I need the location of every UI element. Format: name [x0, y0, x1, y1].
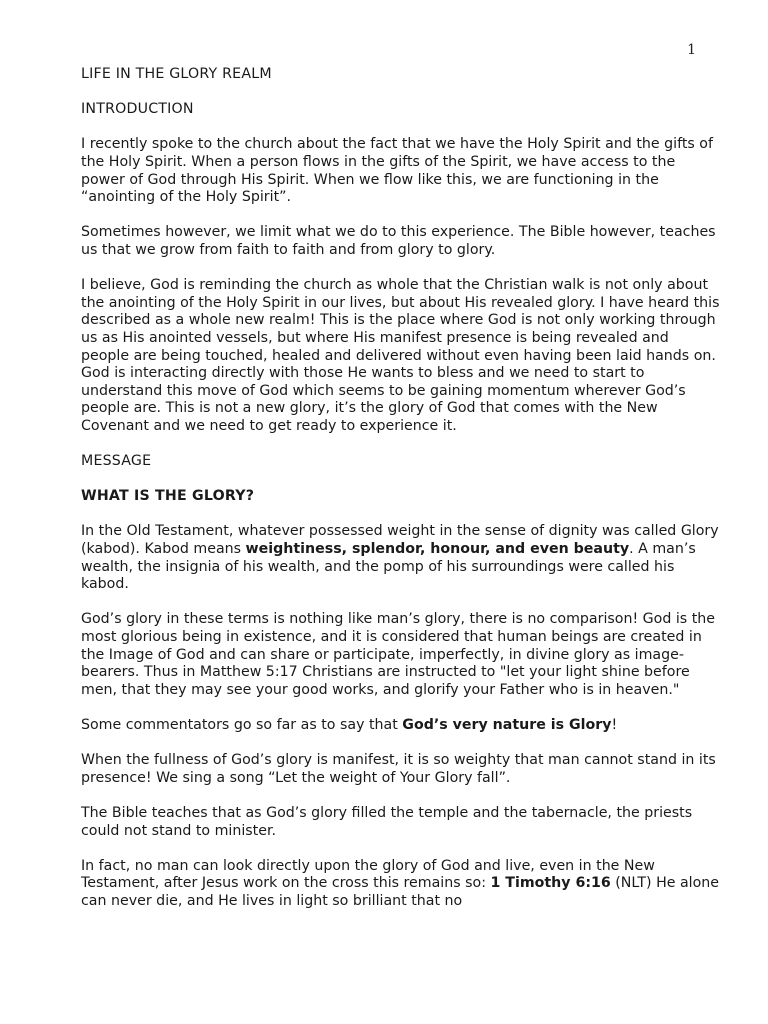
- temple-paragraph: The Bible teaches that as God’s glory filled the temple and the tabernacle, the priests could not stand to minister.: [81, 804, 693, 839]
- nature-paragraph: [81, 717, 721, 735]
- introduction-heading: INTRODUCTION: [81, 101, 194, 118]
- bold-run: God’s very nature is Glory: [402, 716, 612, 733]
- kabod-paragraph: [81, 523, 721, 593]
- bold-run: weightiness, splendor, honour, and even beauty: [245, 541, 630, 558]
- document-body: [81, 66, 721, 928]
- text-run: !: [611, 716, 618, 733]
- bold-run: 1 Timothy 6:16: [490, 875, 611, 892]
- intro-paragraph: Sometimes however, we limit what we do to this experience. The Bible however, teaches us that we grow from faith to faith and from glory to glory.: [81, 224, 716, 258]
- text-run: Some commentators go so far as to say that: [81, 716, 403, 733]
- document-title: LIFE IN THE GLORY REALM: [81, 66, 272, 82]
- weighty-paragraph: When the fullness of God’s glory is manifest, it is so weighty that man cannot stand in its presence! We sing a song “Let the weight of Your Glory fall”.: [81, 752, 716, 786]
- message-heading: MESSAGE: [81, 453, 152, 470]
- intro-paragraph: I believe, God is reminding the church as whole that the Christian walk is not only about the anointing of the Holy Spirit in our lives, but about His revealed glory. I have heard this described as a whole new realm! This is the place where God is not only working through us as His anointed vessels, but where His manifest presence is being revealed and people are being touched, healed and delivered without even having been laid hands on. God is interacting directly with those He wants to bless and we need to start to understand this move of God which seems to be gaining momentum wherever God’s people are. This is not a new glory, it’s the glory of God that comes with the New Covenant and we need to get ready to experience it.: [81, 277, 720, 434]
- page-number: 1: [687, 42, 696, 58]
- text-run: In fact, no man can look directly upon the glory of God and live, even in the New Testament, after Jesus work on the cross this remains so:: [81, 857, 655, 892]
- intro-paragraph: I recently spoke to the church about the fact that we have the Holy Spirit and the gifts of the Holy Spirit. When a person flows in the gifts of the Spirit, we have access to the power of God through His Spirit. When we flow like this, we are functioning in the “anointing of the Holy Spirit”.: [81, 136, 713, 206]
- final-paragraph: [81, 858, 721, 911]
- text-run: (NLT) He alone can never die, and He lives in light so brilliant that no: [81, 875, 720, 909]
- glory-heading: WHAT IS THE GLORY?: [81, 488, 255, 505]
- text-run: In the Old Testament, whatever possessed weight in the sense of dignity was called Glory (kabod). Kabod means: [81, 523, 719, 558]
- comparison-paragraph: God’s glory in these terms is nothing like man’s glory, there is no comparison! God is the most glorious being in existence, and it is considered that human beings are created in the Image of God and can share or participate, imperfectly, in divine glory as image-bearers. Thus in Matthew 5:17 Christians are instructed to "let your light shine before men, that they may see your good works, and glorify your Father who is in heaven.": [81, 611, 715, 698]
- text-run: . A man’s wealth, the insignia of his wealth, and the pomp of his surroundings were called his kabod.: [81, 541, 696, 593]
